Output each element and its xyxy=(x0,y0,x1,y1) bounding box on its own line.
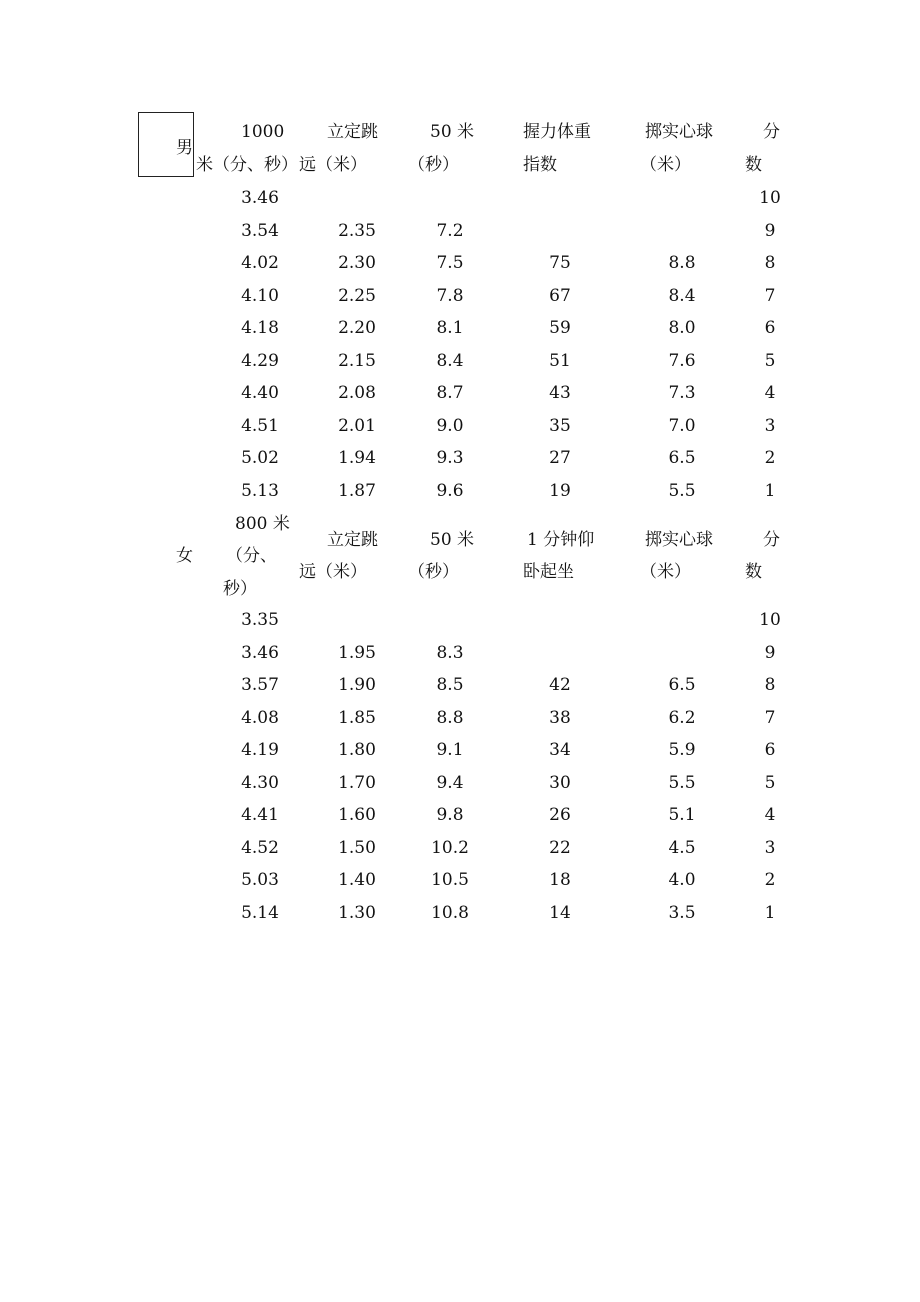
male-cell-score: 9 xyxy=(764,220,776,241)
male-cell-run-time: 4.18 xyxy=(241,318,279,338)
female-cell-score: 5 xyxy=(764,772,776,793)
male-header-c6-line2: 数 xyxy=(745,155,762,175)
female-header-c4-line2: 卧起坐 xyxy=(523,562,574,582)
female-cell-score: 6 xyxy=(764,740,776,760)
male-cell-c4: 75 xyxy=(549,253,571,273)
female-cell-score: 9 xyxy=(764,642,776,663)
male-cell-run-time: 5.13 xyxy=(241,480,279,501)
female-cell-fifty-meter: 8.8 xyxy=(436,707,464,728)
male-cell-fifty-meter: 8.1 xyxy=(436,318,464,338)
female-cell-standing-long-jump: 1.80 xyxy=(338,740,376,760)
female-cell-run-time: 3.35 xyxy=(241,610,279,630)
male-cell-fifty-meter: 8.7 xyxy=(436,383,464,403)
male-header-c2-line2: 远（米） xyxy=(299,155,367,175)
male-cell-shot-put: 7.3 xyxy=(668,383,696,403)
male-cell-standing-long-jump: 2.20 xyxy=(338,318,376,338)
male-cell-fifty-meter: 9.0 xyxy=(436,415,464,436)
male-cell-fifty-meter: 8.4 xyxy=(436,350,464,371)
male-cell-standing-long-jump: 2.08 xyxy=(338,383,376,403)
male-header-c2-line1: 立定跳 xyxy=(327,122,378,142)
male-header-c5-line2: （米） xyxy=(640,155,691,175)
male-cell-run-time: 4.29 xyxy=(241,350,279,371)
male-cell-standing-long-jump: 2.01 xyxy=(338,415,376,436)
male-cell-fifty-meter: 7.5 xyxy=(436,253,464,273)
male-cell-score: 7 xyxy=(764,285,776,306)
female-label: 女 xyxy=(176,546,193,566)
male-cell-c4: 19 xyxy=(549,480,571,501)
male-cell-c4: 43 xyxy=(549,383,571,403)
male-cell-run-time: 4.02 xyxy=(241,253,279,273)
female-cell-c4: 38 xyxy=(549,707,571,728)
female-header-c6-line2: 数 xyxy=(745,562,762,582)
female-cell-shot-put: 5.9 xyxy=(668,740,696,760)
male-cell-score: 5 xyxy=(764,350,776,371)
female-cell-shot-put: 4.5 xyxy=(668,837,696,858)
female-header-c5-line2: （米） xyxy=(640,562,691,582)
female-cell-standing-long-jump: 1.30 xyxy=(338,902,376,923)
male-cell-shot-put: 8.8 xyxy=(668,253,696,273)
female-cell-fifty-meter: 9.1 xyxy=(436,740,464,760)
female-cell-c4: 42 xyxy=(549,675,571,695)
female-cell-c4: 14 xyxy=(549,902,571,923)
male-cell-shot-put: 7.6 xyxy=(668,350,696,371)
female-cell-c4: 30 xyxy=(549,772,571,793)
male-cell-score: 3 xyxy=(764,415,776,436)
male-cell-standing-long-jump: 1.94 xyxy=(338,448,376,468)
female-cell-standing-long-jump: 1.50 xyxy=(338,837,376,858)
female-cell-fifty-meter: 10.8 xyxy=(431,902,469,923)
male-cell-fifty-meter: 7.2 xyxy=(436,220,464,241)
female-cell-fifty-meter: 10.5 xyxy=(431,870,469,890)
male-cell-score: 1 xyxy=(764,480,776,501)
female-cell-score: 2 xyxy=(764,870,776,890)
female-cell-score: 3 xyxy=(764,837,776,858)
male-cell-run-time: 4.51 xyxy=(241,415,279,436)
male-cell-c4: 27 xyxy=(549,448,571,468)
female-cell-shot-put: 5.5 xyxy=(668,772,696,793)
female-cell-run-time: 4.41 xyxy=(241,805,279,825)
male-cell-score: 8 xyxy=(764,253,776,273)
female-cell-standing-long-jump: 1.60 xyxy=(338,805,376,825)
male-cell-score: 2 xyxy=(764,448,776,468)
female-header-c6-line1: 分 xyxy=(763,530,780,550)
male-cell-fifty-meter: 9.6 xyxy=(436,480,464,501)
male-cell-standing-long-jump: 2.15 xyxy=(338,350,376,371)
male-cell-shot-put: 5.5 xyxy=(668,480,696,501)
female-cell-c4: 22 xyxy=(549,837,571,858)
male-cell-fifty-meter: 7.8 xyxy=(436,285,464,306)
male-label: 男 xyxy=(176,138,193,158)
female-cell-run-time: 4.08 xyxy=(241,707,279,728)
female-cell-shot-put: 6.5 xyxy=(668,675,696,695)
female-header-c1-line1: 800 米 xyxy=(235,514,290,534)
female-cell-score: 8 xyxy=(764,675,776,695)
male-cell-standing-long-jump: 2.25 xyxy=(338,285,376,306)
female-cell-shot-put: 5.1 xyxy=(668,805,696,825)
female-cell-run-time: 4.52 xyxy=(241,837,279,858)
male-header-c4-line1: 握力体重 xyxy=(523,122,591,142)
female-cell-fifty-meter: 8.3 xyxy=(436,642,464,663)
female-cell-score: 4 xyxy=(764,805,776,825)
male-header-c4-line2: 指数 xyxy=(523,155,557,175)
female-cell-standing-long-jump: 1.85 xyxy=(338,707,376,728)
female-header-c3-line1: 50 米 xyxy=(430,530,475,550)
female-cell-run-time: 5.14 xyxy=(241,902,279,923)
female-cell-fifty-meter: 8.5 xyxy=(436,675,464,695)
female-cell-run-time: 4.30 xyxy=(241,772,279,793)
female-cell-c4: 18 xyxy=(549,870,571,890)
male-cell-shot-put: 8.0 xyxy=(668,318,696,338)
male-cell-standing-long-jump: 2.30 xyxy=(338,253,376,273)
female-cell-fifty-meter: 9.8 xyxy=(436,805,464,825)
male-cell-run-time: 3.46 xyxy=(241,188,279,208)
male-header-c1-line2: 米（分、秒） xyxy=(196,155,298,175)
female-cell-standing-long-jump: 1.90 xyxy=(338,675,376,695)
male-header-c1-line1: 1000 xyxy=(241,122,285,142)
male-cell-fifty-meter: 9.3 xyxy=(436,448,464,468)
female-cell-standing-long-jump: 1.40 xyxy=(338,870,376,890)
female-header-c2-line1: 立定跳 xyxy=(327,530,378,550)
female-cell-shot-put: 3.5 xyxy=(668,902,696,923)
male-cell-score: 10 xyxy=(759,188,781,208)
female-header-c2-line2: 远（米） xyxy=(299,562,367,582)
female-cell-c4: 34 xyxy=(549,740,571,760)
male-cell-run-time: 4.10 xyxy=(241,285,279,306)
male-cell-run-time: 3.54 xyxy=(241,220,279,241)
female-cell-run-time: 4.19 xyxy=(241,740,279,760)
male-cell-run-time: 5.02 xyxy=(241,448,279,468)
female-cell-shot-put: 6.2 xyxy=(668,707,696,728)
female-cell-run-time: 3.46 xyxy=(241,642,279,663)
male-cell-standing-long-jump: 2.35 xyxy=(338,220,376,241)
male-header-c3-line1: 50 米 xyxy=(430,122,475,142)
male-header-c5-line1: 掷实心球 xyxy=(645,122,713,142)
male-cell-c4: 59 xyxy=(549,318,571,338)
male-cell-run-time: 4.40 xyxy=(241,383,279,403)
female-header-c5-line1: 掷实心球 xyxy=(645,530,713,550)
female-cell-standing-long-jump: 1.95 xyxy=(338,642,376,663)
female-cell-fifty-meter: 10.2 xyxy=(431,837,469,858)
male-cell-shot-put: 8.4 xyxy=(668,285,696,306)
male-cell-score: 6 xyxy=(764,318,776,338)
female-cell-fifty-meter: 9.4 xyxy=(436,772,464,793)
female-header-c3-line2: （秒） xyxy=(408,562,459,582)
male-header-c3-line2: （秒） xyxy=(408,155,459,175)
female-cell-shot-put: 4.0 xyxy=(668,870,696,890)
male-cell-score: 4 xyxy=(764,383,776,403)
female-cell-c4: 26 xyxy=(549,805,571,825)
female-cell-score: 10 xyxy=(759,610,781,630)
male-header-c6-line1: 分 xyxy=(763,122,780,142)
male-cell-c4: 51 xyxy=(549,350,571,371)
female-cell-score: 1 xyxy=(764,902,776,923)
female-cell-run-time: 3.57 xyxy=(241,675,279,695)
male-cell-standing-long-jump: 1.87 xyxy=(338,480,376,501)
female-cell-run-time: 5.03 xyxy=(241,870,279,890)
male-cell-c4: 35 xyxy=(549,415,571,436)
female-header-c1-line3: 秒） xyxy=(223,579,257,599)
male-cell-shot-put: 6.5 xyxy=(668,448,696,468)
male-cell-shot-put: 7.0 xyxy=(668,415,696,436)
female-header-c4-line1: 1 分钟仰 xyxy=(527,530,595,550)
female-cell-score: 7 xyxy=(764,707,776,728)
female-header-c1-line2: （分、 xyxy=(226,546,277,566)
female-cell-standing-long-jump: 1.70 xyxy=(338,772,376,793)
male-cell-c4: 67 xyxy=(549,285,571,306)
